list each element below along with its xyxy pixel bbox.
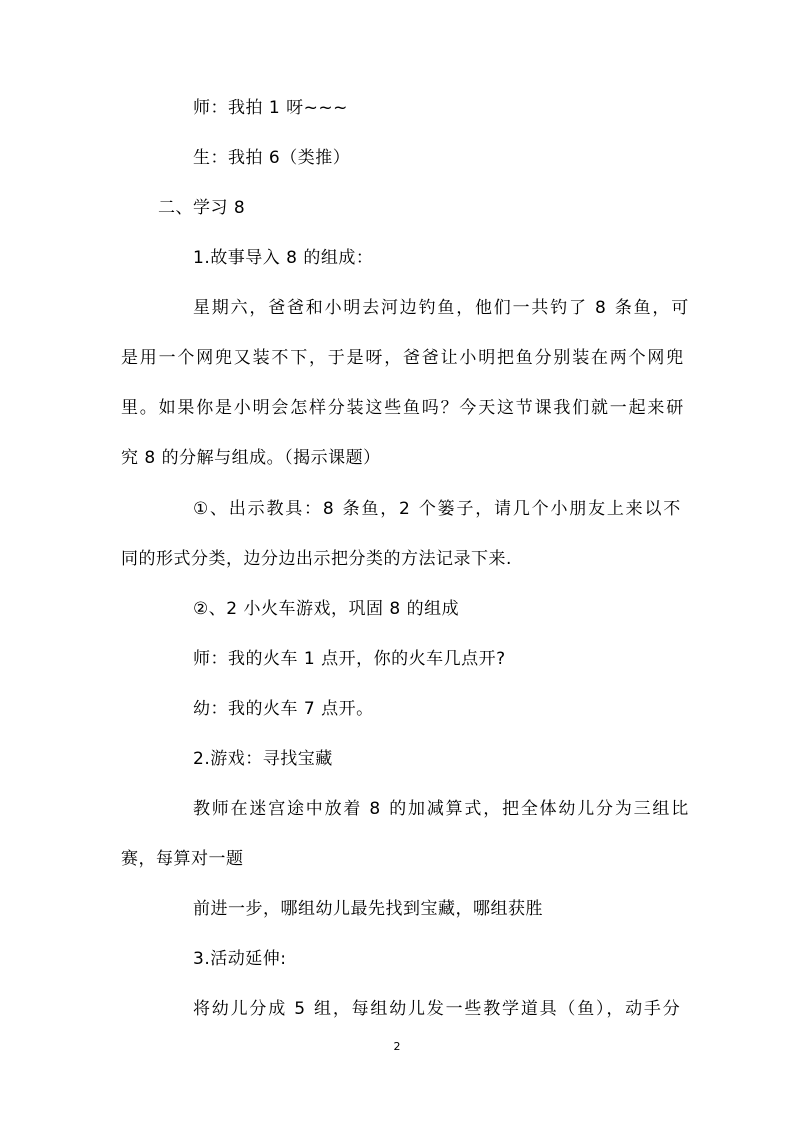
dialogue-line-student-6: 生：我拍 6（类推） <box>193 148 351 168</box>
paragraph-line-1: 星期六，爸爸和小明去河边钓鱼，他们一共钓了 8 条鱼，可 <box>193 298 691 318</box>
extension-paragraph-line-1: 将幼儿分成 5 组，每组幼儿发一些教学道具（鱼），动手分 <box>193 999 682 1019</box>
paragraph-line-3: 里。如果你是小明会怎样分装这些鱼吗？今天这节课我们就一起来研 <box>121 398 685 418</box>
game-paragraph-line-2: 赛，每算对一题 <box>121 849 244 869</box>
game-paragraph-line-3: 前进一步，哪组幼儿最先找到宝藏，哪组获胜 <box>193 899 543 919</box>
subheading-treasure-game: 2.游戏：寻找宝藏 <box>193 749 333 769</box>
subheading-extension: 3.活动延伸: <box>193 949 287 969</box>
subheading-story-intro: 1.故事导入 8 的组成： <box>193 248 374 268</box>
step-one-line-1: ①、出示教具：8 条鱼，2 个篓子，请几个小朋友上来以不 <box>193 499 683 519</box>
page-number: 2 <box>393 1040 401 1053</box>
section-heading-learn-8: 二、学习 8 <box>158 198 246 218</box>
game-paragraph-line-1: 教师在迷宫途中放着 8 的加减算式，把全体幼儿分为三组比 <box>193 799 691 819</box>
paragraph-line-2: 是用一个网兜又装不下，于是呀，爸爸让小明把鱼分别装在两个网兜 <box>121 348 685 368</box>
paragraph-line-4: 究 8 的分解与组成。（揭示课题） <box>121 448 381 468</box>
step-one-line-2: 同的形式分类，边分边出示把分类的方法记录下来. <box>121 549 512 569</box>
dialogue-line-teacher-train: 师：我的火车 1 点开，你的火车几点开? <box>193 649 506 669</box>
step-two-line: ②、2 小火车游戏，巩固 8 的组成 <box>193 599 460 619</box>
dialogue-line-teacher-1: 师：我拍 1 呀~~~ <box>193 98 348 118</box>
dialogue-line-child-train: 幼：我的火车 7 点开。 <box>193 699 374 719</box>
